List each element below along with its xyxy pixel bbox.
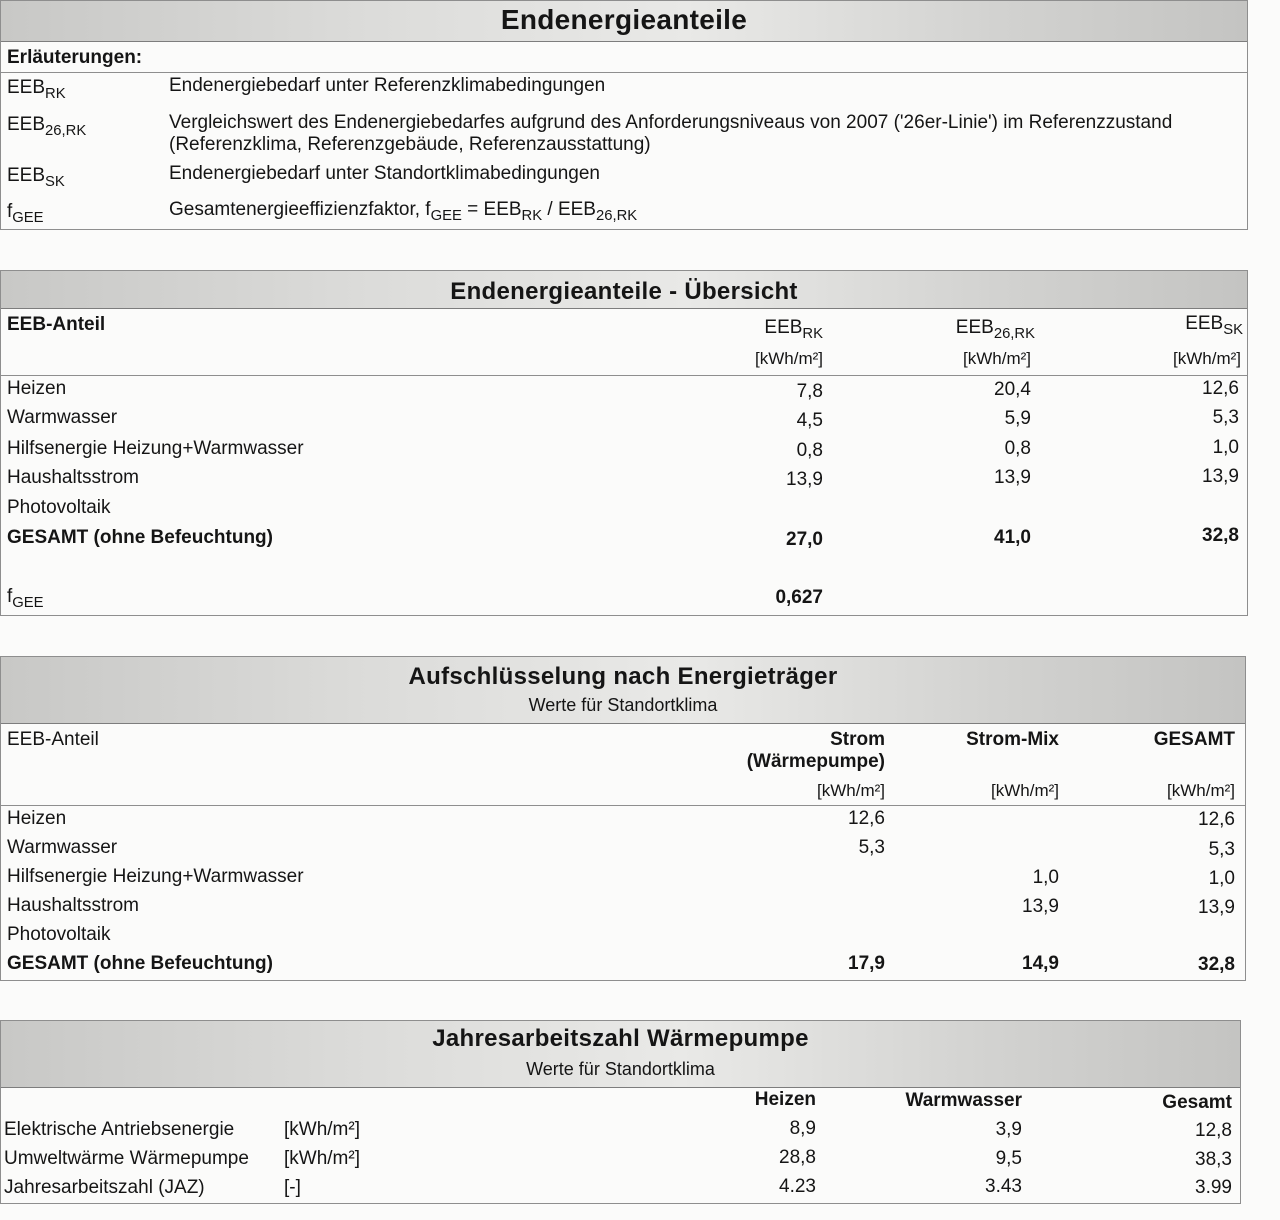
value-cell: 12,6: [1202, 378, 1239, 399]
value-cell: 1,0: [1212, 437, 1239, 458]
unit-label: [kWh/m²]: [284, 1148, 360, 1169]
overview-panel: [0, 270, 1248, 616]
value-cell: 5,9: [1004, 408, 1031, 429]
value-cell: 14,9: [1022, 953, 1059, 974]
value-cell: 4.23: [779, 1176, 816, 1197]
row-label: Haushaltsstrom: [7, 467, 139, 488]
value-cell: 38,3: [1195, 1149, 1232, 1170]
definition-text: Vergleichswert des Endenergiebedarfes aufgrund des Anforderungsniveaus von 2007 ('26er-Linie') im Referenzzustand: [169, 112, 1173, 133]
value-cell: 7,8: [796, 381, 823, 402]
section-subtitle: Werte für Standortklima: [526, 1059, 715, 1079]
unit-label: [kWh/m²]: [284, 1119, 360, 1140]
section-title: Jahresarbeitszahl Wärmepumpe: [432, 1025, 809, 1052]
value-cell: 41,0: [994, 527, 1031, 548]
column-header-heizen: Heizen: [754, 1089, 816, 1110]
value-cell: 13,9: [1198, 897, 1235, 918]
value-cell: 28,8: [779, 1147, 816, 1168]
value-cell: 12,6: [848, 808, 885, 829]
definition-text: Gesamtenergieeffizienzfaktor, $f_{GEE} = EEB_{RK} / EEB_{26,RK}$: [169, 199, 638, 225]
explanations-label: Erläuterungen:: [7, 47, 143, 68]
value-cell: 13,9: [1202, 466, 1239, 487]
section-title: Aufschlüsselung nach Energieträger: [408, 663, 838, 690]
fgee-formula: $f_{GEE} = EEB_{RK} / EEB_{26,RK}$: [425, 199, 638, 225]
row-label: Warmwasser: [7, 837, 118, 858]
value-cell: 13,9: [1022, 896, 1059, 917]
column-header-gesamt: GESAMT: [1153, 729, 1235, 750]
divider: [1, 375, 1247, 376]
column-header-strom-mix: Strom-Mix: [966, 729, 1059, 750]
row-label: Haushaltsstrom: [7, 895, 139, 916]
column-header-eeb-sk: $EEB_{SK}$: [1185, 313, 1243, 339]
divider: [1, 805, 1245, 806]
overview-header: [1, 271, 1247, 309]
row-label: Photovoltaik: [7, 497, 111, 518]
value-cell: 8,9: [789, 1118, 816, 1139]
unit-label: [-]: [284, 1177, 301, 1198]
value-cell: 9,5: [995, 1148, 1022, 1169]
value-cell: 17,9: [848, 953, 885, 974]
value-cell: 32,8: [1198, 954, 1235, 975]
value-cell: 12,8: [1195, 1120, 1232, 1141]
value-cell: 1,0: [1208, 868, 1235, 889]
column-header-eeb-26rk: $EEB_{26,RK}$: [955, 317, 1035, 343]
unit-label: [kWh/m²]: [963, 349, 1031, 368]
energy-carrier-panel: [0, 656, 1246, 981]
definition-term: $EEB_{RK}$: [7, 77, 66, 103]
column-header-gesamt: Gesamt: [1162, 1092, 1232, 1113]
value-cell: 0,8: [796, 440, 823, 461]
section-title: Endenergieanteile: [500, 4, 748, 35]
value-cell: 3.99: [1195, 1177, 1232, 1198]
unit-label: [kWh/m²]: [817, 781, 885, 800]
value-cell: 32,8: [1202, 525, 1239, 546]
row-label: Warmwasser: [7, 407, 118, 428]
row-label: $f_{GEE}$: [7, 586, 44, 612]
definition-text-continued: (Referenzklima, Referenzgebäude, Referenzausstattung): [169, 134, 651, 155]
definition-term: $EEB_{26,RK}$: [7, 114, 87, 140]
column-header-warmwasser: Warmwasser: [905, 1090, 1022, 1111]
value-cell: 13,9: [994, 467, 1031, 488]
heat-pump-header: [1, 1021, 1240, 1088]
row-label: Hilfsenergie Heizung+Warmwasser: [7, 866, 304, 887]
column-header-eeb-anteil: EEB-Anteil: [7, 314, 106, 335]
value-cell: 13,9: [786, 469, 823, 490]
value-cell: 27,0: [786, 529, 823, 550]
row-label: GESAMT (ohne Befeuchtung): [7, 953, 273, 974]
row-label: Hilfsenergie Heizung+Warmwasser: [7, 438, 304, 459]
value-cell: 3.43: [985, 1176, 1022, 1197]
value-cell: 12,6: [1198, 809, 1235, 830]
fgee-value: 0,627: [775, 587, 823, 608]
definition-term: $EEB_{SK}$: [7, 165, 65, 191]
explanations-header: [1, 1, 1247, 42]
unit-label: [kWh/m²]: [1173, 349, 1241, 368]
unit-label: [kWh/m²]: [755, 349, 823, 368]
value-cell: 4,5: [796, 410, 823, 431]
row-label: Photovoltaik: [7, 924, 111, 945]
definition-text: Endenergiebedarf unter Standortklimabedingungen: [169, 163, 600, 184]
section-subtitle: Werte für Standortklima: [528, 695, 718, 715]
unit-label: [kWh/m²]: [1167, 781, 1235, 800]
value-cell: 0,8: [1004, 438, 1031, 459]
row-label: Jahresarbeitszahl (JAZ): [4, 1177, 205, 1198]
row-label: Heizen: [7, 378, 67, 399]
row-label: Umweltwärme Wärmepumpe: [4, 1148, 249, 1169]
row-label: Elektrische Antriebsenergie: [4, 1119, 235, 1140]
column-header-strom: Strom (Wärmepumpe): [746, 729, 885, 772]
value-cell: 5,3: [1208, 839, 1235, 860]
value-cell: 20,4: [994, 379, 1031, 400]
energy-carrier-header: [1, 657, 1245, 724]
value-cell: 5,3: [858, 837, 885, 858]
row-label: Heizen: [7, 808, 67, 829]
column-header-eeb-rk: $EEB_{RK}$: [764, 317, 823, 343]
value-cell: 5,3: [1212, 407, 1239, 428]
definition-term: $f_{GEE}$: [7, 201, 44, 227]
definition-text: Endenergiebedarf unter Referenzklimabedingungen: [169, 75, 606, 96]
column-header-eeb-anteil: EEB-Anteil: [7, 729, 99, 750]
unit-label: [kWh/m²]: [991, 781, 1059, 800]
divider: [1, 72, 1247, 73]
explanations-panel: [0, 0, 1248, 230]
value-cell: 1,0: [1032, 867, 1059, 888]
section-title: Endenergieanteile - Übersicht: [450, 278, 798, 305]
value-cell: 3,9: [995, 1119, 1022, 1140]
heat-pump-panel: [0, 1020, 1241, 1204]
row-label: GESAMT (ohne Befeuchtung): [7, 527, 273, 548]
